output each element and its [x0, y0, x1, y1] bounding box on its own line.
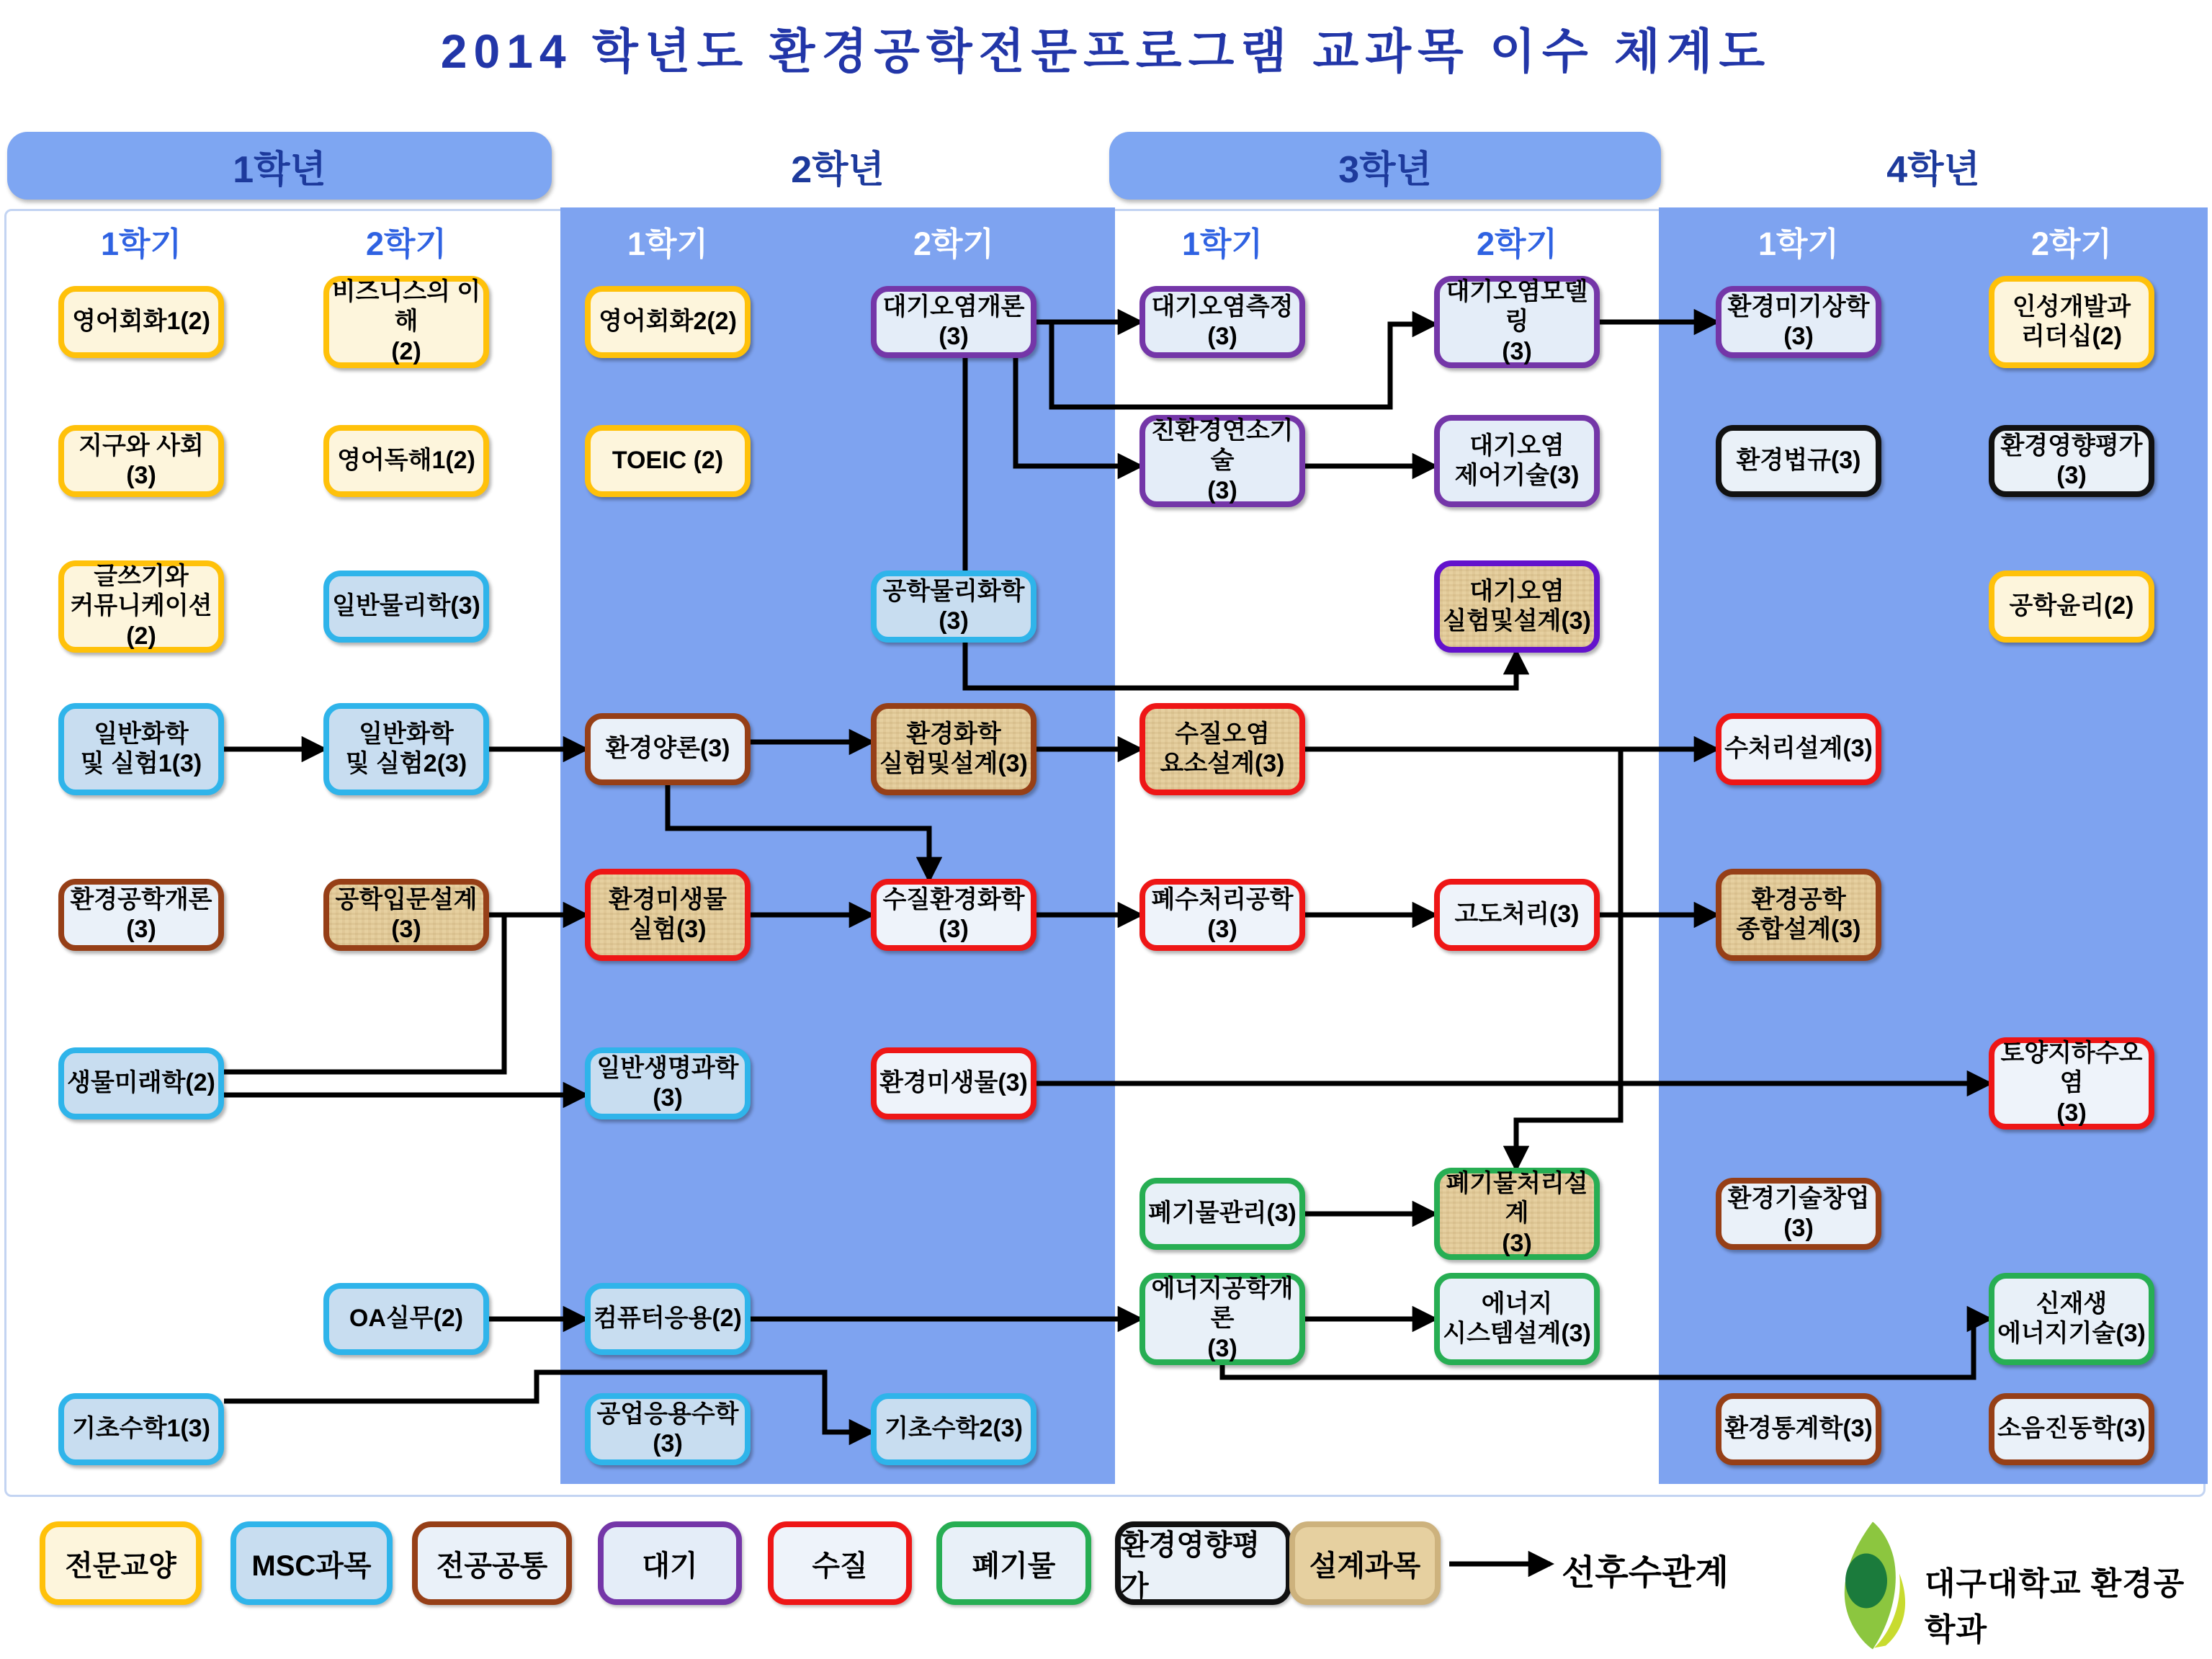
legend-item-eia: 환경영향평가 [1115, 1521, 1291, 1605]
course-eng1 [58, 286, 224, 358]
course-label: 일반생명과학(3) [596, 1054, 739, 1112]
course-air_design [1434, 560, 1600, 653]
course-label: 에너지공학개론 [1151, 1274, 1294, 1333]
course-eia [1989, 425, 2154, 497]
course-label: 폐기물관리(3) [1148, 1199, 1297, 1228]
course-label: 공학물리화학(3) [882, 577, 1025, 635]
course-biofuture [58, 1047, 224, 1119]
year4-sem1-header: 1학기 [1758, 225, 1839, 262]
course-label: 공학윤리(2) [2009, 592, 2134, 620]
course-label: 공학입문설계(3) [335, 885, 478, 943]
legend-item-air: 대기 [598, 1521, 742, 1605]
course-label: 환경법규(3) [1736, 447, 1861, 475]
course-label: 대기오염개론(3) [882, 292, 1025, 350]
legend-item-common: 전공공통 [412, 1521, 572, 1605]
course-physics [323, 571, 489, 643]
course-label: (3) [1502, 1229, 1532, 1257]
year2-sem2-header: 2학기 [913, 225, 994, 262]
course-micromet [1716, 286, 1881, 358]
course-label: 환경통계학(3) [1724, 1415, 1873, 1443]
course-label: 환경기술창업(3) [1727, 1184, 1870, 1242]
course-biz [323, 276, 489, 368]
course-engdesign [323, 879, 489, 951]
course-envmicro_lab [585, 869, 751, 961]
course-oa [323, 1283, 489, 1355]
course-label: 영어회화1(2) [72, 308, 210, 336]
course-label: 신재생 [2036, 1289, 2108, 1318]
course-ethics [1989, 571, 2154, 643]
course-noise [1989, 1393, 2154, 1465]
course-earth [58, 425, 224, 497]
course-startup [1716, 1178, 1881, 1250]
course-label: 토양지하수오염 [2000, 1039, 2143, 1097]
legend-item-waste: 폐기물 [936, 1521, 1091, 1605]
course-label: 수처리설계(3) [1724, 735, 1873, 763]
legend-item-water: 수질 [768, 1521, 912, 1605]
course-chem1 [58, 703, 224, 795]
course-label: 소음진동학(3) [1997, 1415, 2146, 1443]
course-label: 시스템설계(3) [1443, 1320, 1591, 1347]
course-writing [58, 560, 224, 653]
course-label: 폐기물처리설계 [1446, 1169, 1588, 1228]
page-title: 2014 학년도 환경공학전문프로그램 교과목 이수 체계도 [440, 24, 1772, 78]
relation-legend-label: 선후수관계 [1562, 1554, 1729, 1592]
course-label: 대기오염모델링 [1446, 277, 1588, 336]
course-label: 기초수학1(3) [72, 1415, 210, 1443]
year2-sem1-header: 1학기 [627, 225, 708, 262]
course-label: 실험및설계(3) [1443, 607, 1591, 635]
legend-item-msc: MSC과목 [230, 1521, 393, 1605]
legend-item-liberal: 전문교양 [40, 1521, 202, 1605]
course-envlaw [1716, 425, 1881, 497]
course-envchem_design [871, 703, 1036, 795]
course-label: 에너지 [1481, 1289, 1553, 1318]
course-energysys [1434, 1273, 1600, 1365]
course-label: 수질환경화학(3) [882, 885, 1025, 943]
course-label: 환경화학 [906, 720, 1001, 748]
course-wastemgmt [1139, 1178, 1305, 1250]
course-label: 환경공학개론(3) [70, 885, 212, 943]
course-label: 환경미생물 [608, 885, 727, 913]
course-aircontrol [1434, 415, 1600, 507]
course-label: 일반물리학(3) [332, 592, 480, 620]
year1-sem1-header: 1학기 [101, 225, 182, 262]
course-capstone [1716, 869, 1881, 961]
course-label: TOEIC (2) [612, 447, 724, 475]
course-stoich [585, 713, 751, 785]
course-label: 제어기술(3) [1454, 462, 1580, 489]
course-label: 친환경연소기술 [1151, 416, 1294, 475]
course-renewable [1989, 1273, 2154, 1365]
course-math2 [871, 1393, 1036, 1465]
course-label: 생물미래학(2) [67, 1069, 215, 1097]
course-label: (3) [2056, 1099, 2087, 1127]
course-physchem [871, 571, 1036, 643]
course-waterchem [871, 879, 1036, 951]
course-label: 환경미생물(3) [879, 1069, 1028, 1097]
course-envstat [1716, 1393, 1881, 1465]
course-label: 대기오염 [1469, 431, 1564, 460]
course-label: 및 실험1(3) [80, 750, 202, 777]
course-greencomb [1139, 415, 1305, 507]
course-label: 기초수학2(3) [885, 1415, 1023, 1443]
course-label: (3) [1502, 337, 1532, 365]
course-wastewater [1139, 879, 1305, 951]
course-label: 비즈니스의 이해 [331, 277, 481, 336]
course-label: 일반화학 [94, 720, 189, 748]
year3-sem1-header: 1학기 [1182, 225, 1263, 262]
course-label: 고도처리(3) [1454, 900, 1580, 929]
course-computer [585, 1283, 751, 1355]
course-engread [323, 425, 489, 497]
course-soilgw [1989, 1037, 2154, 1130]
course-label: 커뮤니케이션(2) [70, 592, 212, 650]
course-label: 컴퓨터응용(2) [594, 1305, 742, 1333]
year4-label: 4학년 [1886, 148, 1980, 191]
course-lifesci [585, 1047, 751, 1119]
course-label: 공업응용수학(3) [596, 1400, 739, 1457]
course-label: 영어회화2(2) [599, 308, 737, 336]
course-label: 인성개발과 [2012, 292, 2131, 321]
course-energyintro [1139, 1273, 1305, 1365]
course-airintro [871, 286, 1036, 358]
year3-sem2-header: 2학기 [1477, 225, 1557, 262]
course-airmeas [1139, 286, 1305, 358]
course-toeic [585, 425, 751, 497]
course-waste_design [1434, 1168, 1600, 1260]
course-label: 일반화학 [359, 720, 454, 748]
course-envintro [58, 879, 224, 951]
course-label: OA실무(2) [349, 1305, 464, 1333]
university-logo-icon [1830, 1519, 1916, 1653]
course-label: (3) [1207, 1334, 1237, 1362]
course-label: 대기오염측정(3) [1151, 292, 1294, 350]
year2-label: 2학년 [791, 148, 885, 191]
course-label: 수질오염 [1175, 720, 1270, 748]
course-label: (2) [391, 337, 421, 365]
course-label: 대기오염 [1469, 577, 1564, 605]
year1-sem2-header: 2학기 [366, 225, 447, 262]
course-engmath [585, 1393, 751, 1465]
course-label: 환경양론(3) [605, 735, 730, 763]
course-label: 요소설계(3) [1160, 750, 1285, 777]
course-label: 글쓰기와 [94, 562, 189, 590]
course-label: 에너지기술(3) [1997, 1320, 2146, 1347]
course-label: 환경공학 [1751, 885, 1846, 913]
course-label: 및 실험2(3) [345, 750, 467, 777]
course-label: 실험(3) [629, 916, 707, 943]
course-eng2 [585, 286, 751, 358]
year1-banner: 1학년 [7, 132, 552, 200]
legend-item-design_legend: 설계과목 [1289, 1521, 1441, 1605]
course-label: 지구와 사회(3) [79, 431, 204, 489]
course-advtreat [1434, 879, 1600, 951]
course-chem2 [323, 703, 489, 795]
course-label: 종합설계(3) [1736, 916, 1861, 943]
course-math1 [58, 1393, 224, 1465]
university-name: 대구대학교 환경공학과 [1925, 1566, 2185, 1647]
course-label: 실험및설계(3) [879, 750, 1028, 777]
course-label: 영어독해1(2) [337, 447, 475, 475]
course-character [1989, 276, 2154, 368]
course-label: 폐수처리공학(3) [1151, 885, 1294, 943]
course-airmodel [1434, 276, 1600, 368]
course-label: (3) [1207, 476, 1237, 504]
year3-banner: 3학년 [1109, 132, 1661, 200]
course-waterpol_design [1139, 703, 1305, 795]
course-label: 환경미기상학(3) [1727, 292, 1870, 350]
course-watertreat [1716, 713, 1881, 785]
course-label: 리더십(2) [2020, 323, 2123, 350]
year4-sem2-header: 2학기 [2031, 225, 2112, 262]
course-envmicro [871, 1047, 1036, 1119]
course-label: 환경영향평가(3) [2000, 431, 2143, 489]
